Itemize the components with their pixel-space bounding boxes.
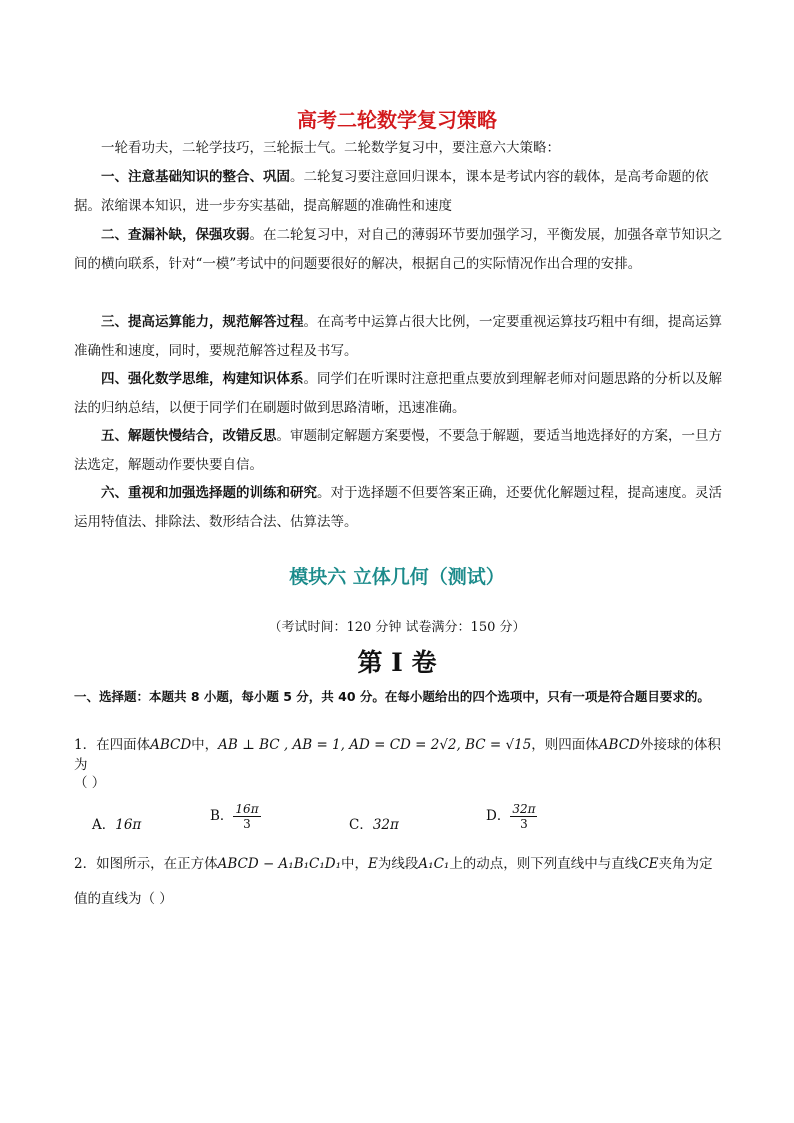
module-title: 模块六 立体几何（测试） — [289, 566, 505, 588]
option-b[interactable]: B． $\frac{16\pi}{3}$ — [210, 802, 259, 831]
question-1-conditions: AB ⊥ BC , AB = 1, AD = CD = 2√2, BC = √15 — [218, 737, 532, 753]
strategy-item-1: 一、注意基础知识的整合、巩固。二轮复习要注意回归课本，课本是考试内容的载体，是高考命题的依据。浓缩课本知识，进一步夯实基础，提高解题的准确性和速度 — [74, 169, 709, 214]
option-a[interactable]: A．16π — [92, 817, 142, 833]
strategy-item-4: 四、强化数学思维，构建知识体系。同学们在听课时注意把重点要放到理解老师对问题思路的分析以及解法的归纳总结，以便于同学们在刷题时做到思路清晰，迅速准确。 — [74, 371, 722, 416]
question-1-stem: 1．在四面体ABCD中，AB ⊥ BC , AB = 1, AD = CD = 2√2, BC = √15，则四面体ABCD外接球的体积为 — [74, 737, 721, 773]
strategy-title: 高考二轮数学复习策略 — [297, 108, 497, 132]
strategy-intro: 一轮看功夫，二轮学技巧，三轮振士气。二轮数学复习中，要注意六大策略： — [101, 140, 560, 156]
fraction: $\frac{16\pi}{3}$ — [235, 802, 259, 831]
volume-heading: 第 I 卷 — [357, 648, 437, 677]
exam-info: （考试时间：120 分钟 试卷满分：150 分） — [268, 620, 526, 635]
fraction: $\frac{32\pi}{3}$ — [512, 802, 536, 831]
strategy-item-5: 五、解题快慢结合，改错反思。审题制定解题方案要慢，不要急于解题，要适当地选择好的方案，一旦方法选定，解题动作要快要自信。 — [74, 428, 722, 473]
question-1-paren: （ ） — [74, 775, 106, 791]
strategy-item-6: 六、重视和加强选择题的训练和研究。对于选择题不但要答案正确，还要优化解题过程，提高速度。灵活运用特值法、排除法、数形结合法、估算法等。 — [74, 485, 722, 530]
question-2-line-1: 2．如图所示，在正方体ABCD − A₁B₁C₁D₁中，E为线段A₁C₁上的动点，则下列直线中与直线CE夹角为定 — [74, 856, 713, 872]
option-c[interactable]: C．32π — [349, 817, 399, 833]
strategy-item-3: 三、提高运算能力，规范解答过程。在高考中运算占很大比例，一定要重视运算技巧粗中有细，提高运算准确性和速度，同时，要规范解答过程及书写。 — [74, 314, 722, 359]
section-instructions: 一、选择题：本题共 8 小题，每小题 5 分，共 40 分。在每小题给出的四个选项中，只有一项是符合题目要求的。 — [74, 689, 710, 704]
option-d[interactable]: D． $\frac{32\pi}{3}$ — [486, 802, 536, 831]
question-2-line-2: 值的直线为（ ） — [74, 891, 173, 907]
strategy-item-2: 二、查漏补缺，保强攻弱。在二轮复习中，对自己的薄弱环节要加强学习，平衡发展，加强各章节知识之间的横向联系，针对“一模”考试中的问题要很好的解决，根据自己的实际情况作出合理的安排。 — [74, 227, 722, 272]
